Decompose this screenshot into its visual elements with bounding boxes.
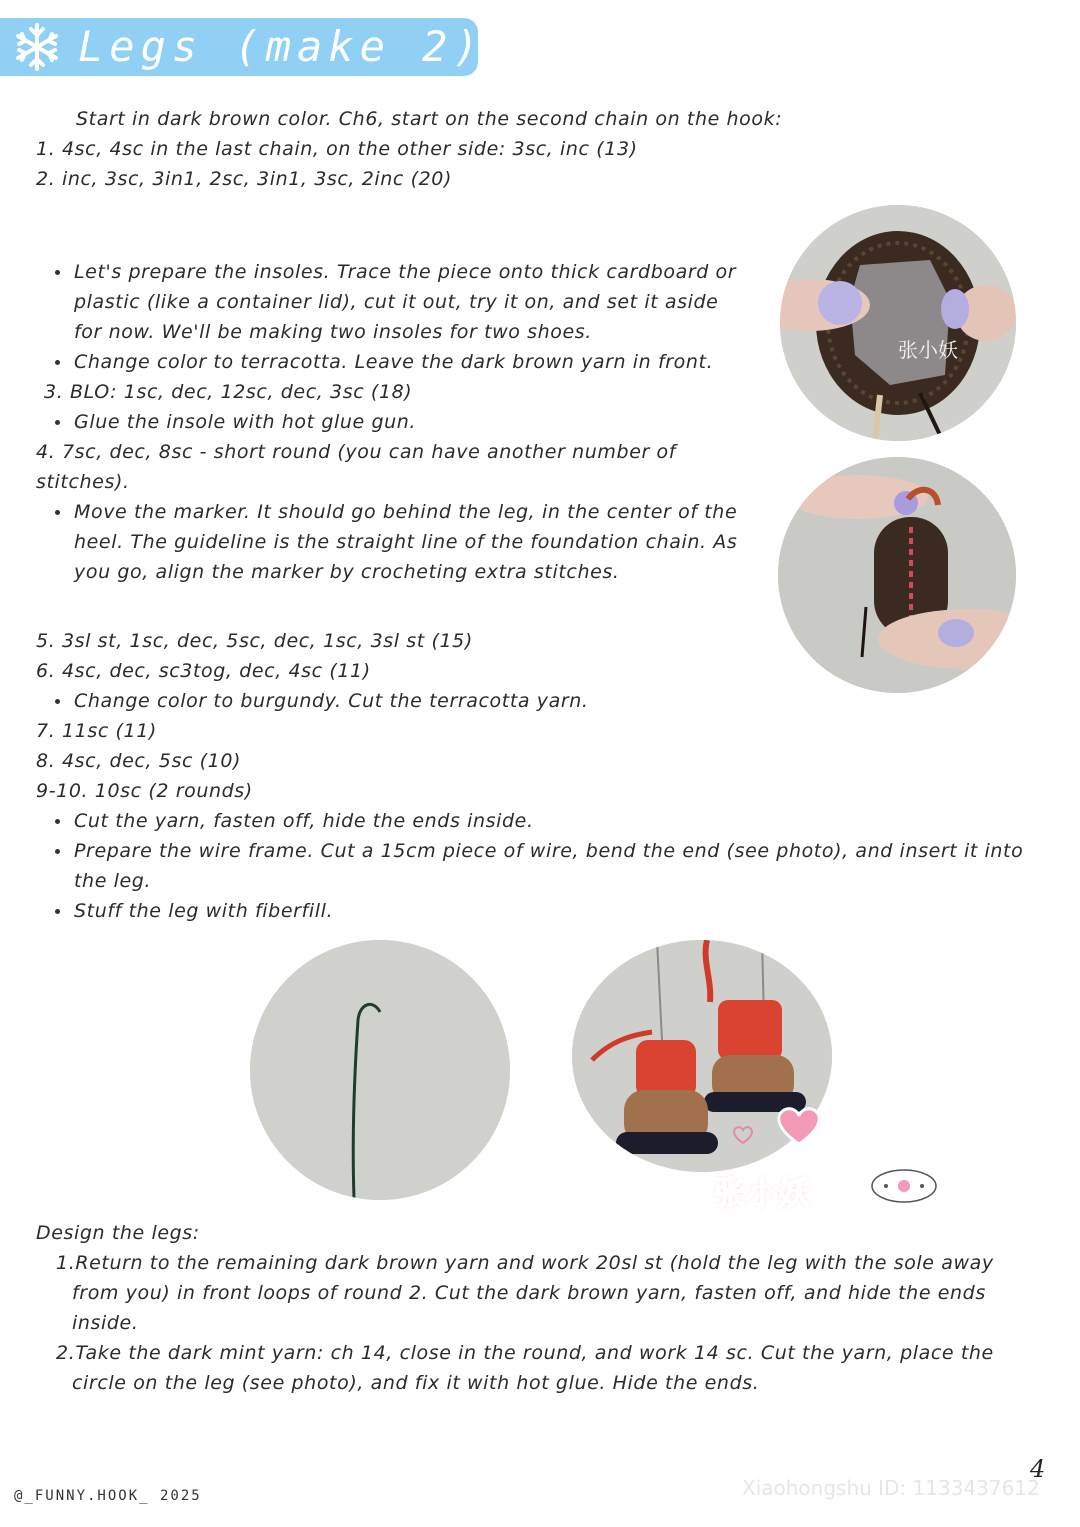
insoles-instruction-line3: for now. We'll be making two insoles for two shoes. — [74, 321, 592, 343]
page-title: Legs (make 2) — [78, 22, 485, 71]
marker-instruction-line1: Move the marker. It should go behind the leg, in the center of the — [74, 501, 738, 523]
terracotta-instruction: Change color to terracotta. Leave the dark brown yarn in front. — [74, 351, 714, 373]
source-watermark: Xiaohongshu ID: 1133437612 — [742, 1476, 1040, 1500]
design-step-1-line2: from you) in front loops of round 2. Cut the dark brown yarn, fasten off, and hide the ends — [72, 1282, 986, 1304]
bullet-dot — [55, 699, 60, 704]
glue-instruction: Glue the insole with hot glue gun. — [74, 411, 417, 433]
round-8: 8. 4sc, dec, 5sc (10) — [36, 750, 242, 772]
page-number: 4 — [1030, 1455, 1046, 1483]
round-3: 3. BLO: 1sc, dec, 12sc, dec, 3sc (18) — [44, 381, 413, 403]
footer-credit: @_FUNNY.HOOK_ 2025 — [14, 1488, 202, 1504]
design-step-2-line1: 2.Take the dark mint yarn: ch 14, close in the round, and work 14 sc. Cut the yarn, place the — [56, 1342, 994, 1364]
bullet-dot — [55, 849, 60, 854]
insole-photo — [780, 205, 1016, 441]
design-step-1-line1: 1.Return to the remaining dark brown yarn and work 20sl st (hold the leg with the sole away — [56, 1252, 994, 1274]
marker-instruction-line2: heel. The guideline is the straight line of the foundation chain. As — [74, 531, 738, 553]
marker-photo — [778, 457, 1016, 693]
bullet-dot — [55, 909, 60, 914]
design-step-2-line2: circle on the leg (see photo), and fix it with hot glue. Hide the ends. — [72, 1372, 760, 1394]
name-sticker: 张小妖 — [714, 1174, 811, 1212]
bullet-dot — [55, 420, 60, 425]
insoles-instruction-line1: Let's prepare the insoles. Trace the piece onto thick cardboard or — [74, 261, 737, 283]
round-9-10: 9-10. 10sc (2 rounds) — [36, 780, 253, 802]
heart-sticker-icon — [768, 1104, 830, 1148]
burgundy-instruction: Change color to burgundy. Cut the terracotta yarn. — [74, 690, 589, 712]
bullet-dot — [55, 270, 60, 275]
stuff-instruction: Stuff the leg with fiberfill. — [74, 900, 334, 922]
insoles-instruction-line2: plastic (like a container lid), cut it out, try it on, and set it aside — [74, 291, 719, 313]
round-1: 1. 4sc, 4sc in the last chain, on the other side: 3sc, inc (13) — [36, 138, 638, 160]
wire-instruction-line2: the leg. — [74, 870, 152, 892]
round-7: 7. 11sc (11) — [36, 720, 157, 742]
round-4-line2: stitches). — [36, 471, 130, 493]
small-heart-icon — [730, 1124, 756, 1146]
flower-bubble-icon — [868, 1166, 940, 1206]
round-6: 6. 4sc, dec, sc3tog, dec, 4sc (11) — [36, 660, 371, 682]
marker-instruction-line3: you go, align the marker by crocheting extra stitches. — [74, 561, 620, 583]
bullet-dot — [55, 819, 60, 824]
round-5: 5. 3sl st, 1sc, dec, 5sc, dec, 1sc, 3sl st (15) — [36, 630, 473, 652]
round-4-line1: 4. 7sc, dec, 8sc - short round (you can have another number of — [36, 441, 677, 463]
design-step-1-line3: inside. — [72, 1312, 139, 1334]
cut-instruction: Cut the yarn, fasten off, hide the ends inside. — [74, 810, 534, 832]
wire-instruction-line1: Prepare the wire frame. Cut a 15cm piece of wire, bend the end (see photo), and insert it into — [74, 840, 1024, 862]
intro-text: Start in dark brown color. Ch6, start on the second chain on the hook: — [76, 108, 783, 130]
wire-photo — [250, 940, 510, 1200]
bullet-dot — [55, 360, 60, 365]
bullet-dot — [55, 510, 60, 515]
design-heading: Design the legs: — [36, 1222, 200, 1244]
snowflake-icon — [12, 22, 62, 72]
insole-photo-watermark: 张小妖 — [898, 338, 958, 362]
round-2: 2. inc, 3sc, 3in1, 2sc, 3in1, 3sc, 2inc (20) — [36, 168, 453, 190]
